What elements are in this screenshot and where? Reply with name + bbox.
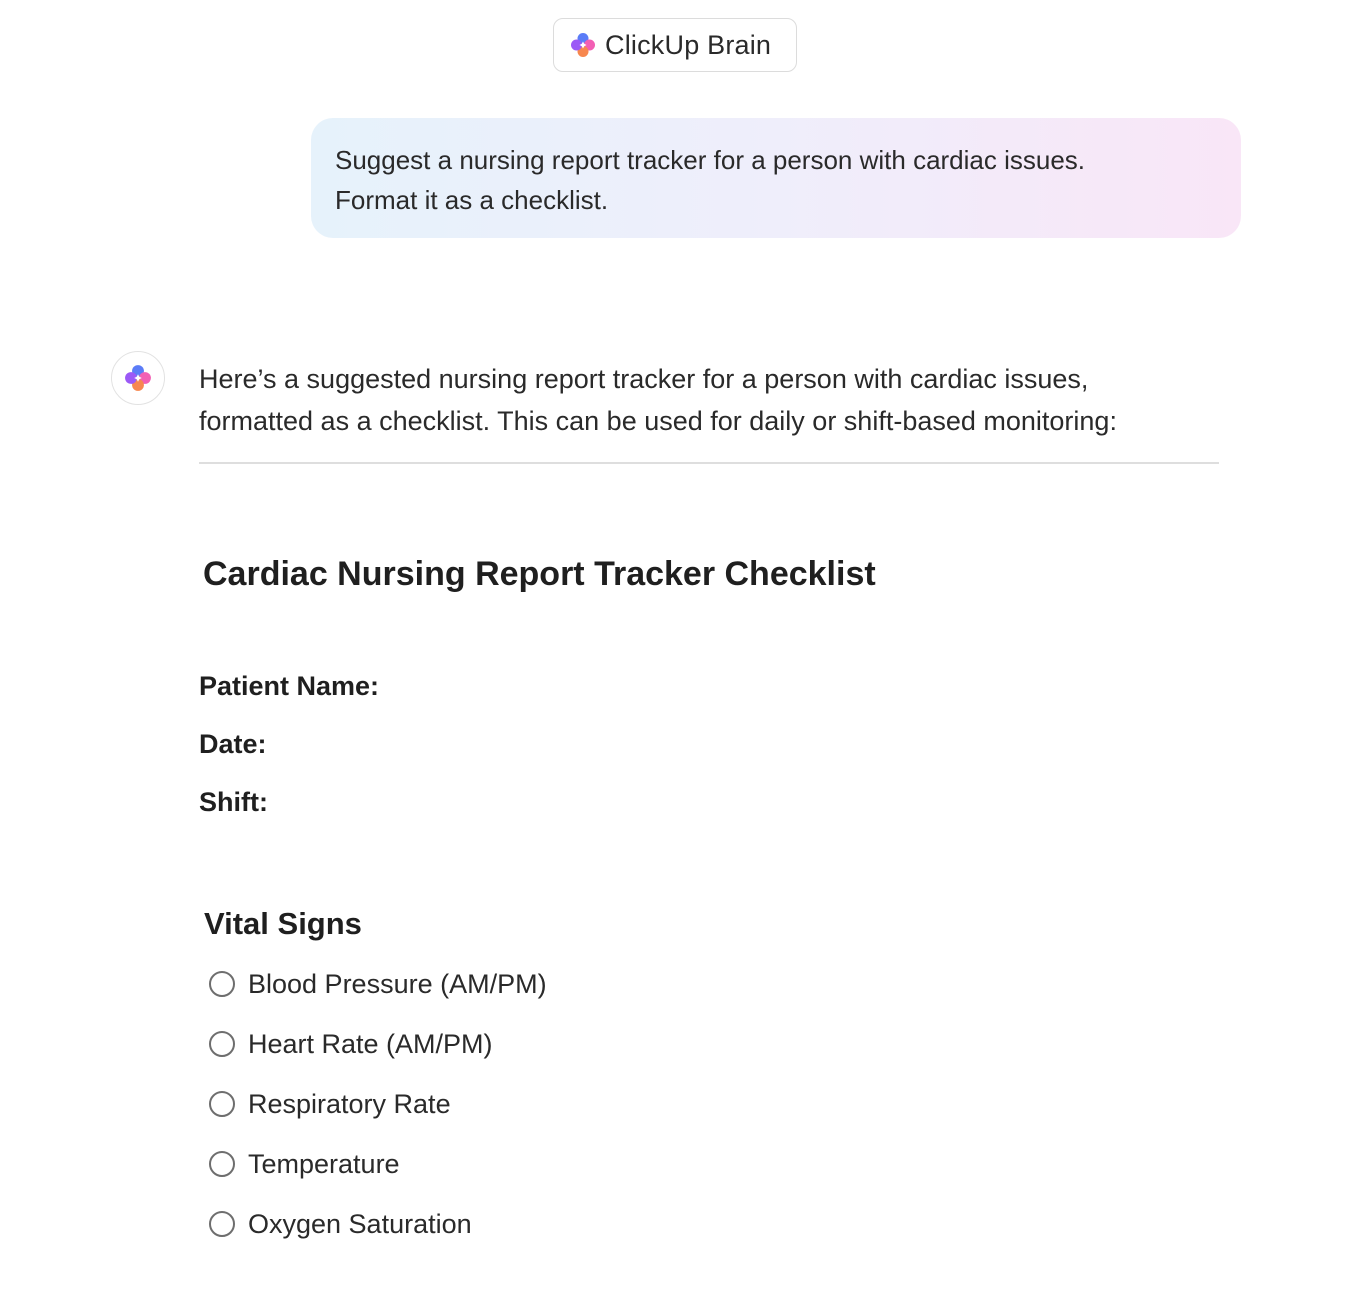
date-label: Date: bbox=[199, 729, 267, 759]
ai-intro-line: Here’s a suggested nursing report tracker for a person with cardiac issues, bbox=[199, 364, 1089, 394]
checklist-title: Cardiac Nursing Report Tracker Checklist bbox=[203, 555, 876, 593]
shift-label: Shift: bbox=[199, 787, 268, 817]
section-heading-vital-signs: Vital Signs bbox=[204, 906, 362, 941]
clickup-brain-badge bbox=[553, 18, 797, 72]
ai-response-intro bbox=[199, 358, 1229, 442]
checklist-item-label: Respiratory Rate bbox=[248, 1088, 451, 1119]
checkbox-circle-icon[interactable] bbox=[209, 1211, 235, 1237]
checklist-item[interactable] bbox=[209, 1027, 493, 1061]
clickup-brain-logo-icon bbox=[570, 32, 596, 58]
user-message-line: Format it as a checklist. bbox=[335, 185, 609, 215]
checklist-item-label: Heart Rate (AM/PM) bbox=[248, 1028, 493, 1059]
divider bbox=[199, 462, 1219, 464]
checklist-item-label: Oxygen Saturation bbox=[248, 1208, 472, 1239]
ai-avatar bbox=[111, 351, 165, 405]
checkbox-circle-icon[interactable] bbox=[209, 1091, 235, 1117]
checkbox-circle-icon[interactable] bbox=[209, 971, 235, 997]
checklist-item[interactable] bbox=[209, 1147, 400, 1181]
checklist-item-label: Blood Pressure (AM/PM) bbox=[248, 968, 547, 999]
brand-label: ClickUp Brain bbox=[605, 29, 772, 60]
patient-name-label: Patient Name: bbox=[199, 671, 380, 701]
checklist-item-label: Temperature bbox=[248, 1148, 400, 1179]
user-message-bubble bbox=[311, 118, 1241, 238]
checkbox-circle-icon[interactable] bbox=[209, 1151, 235, 1177]
ai-intro-line: formatted as a checklist. This can be used for daily or shift-based monitoring: bbox=[199, 406, 1117, 436]
clickup-brain-logo-icon bbox=[124, 364, 152, 392]
user-message-line: Suggest a nursing report tracker for a person with cardiac issues. bbox=[335, 145, 1086, 175]
checklist-item[interactable] bbox=[209, 967, 547, 1001]
checkbox-circle-icon[interactable] bbox=[209, 1031, 235, 1057]
checklist-item[interactable] bbox=[209, 1087, 451, 1121]
checklist-item[interactable] bbox=[209, 1207, 472, 1241]
